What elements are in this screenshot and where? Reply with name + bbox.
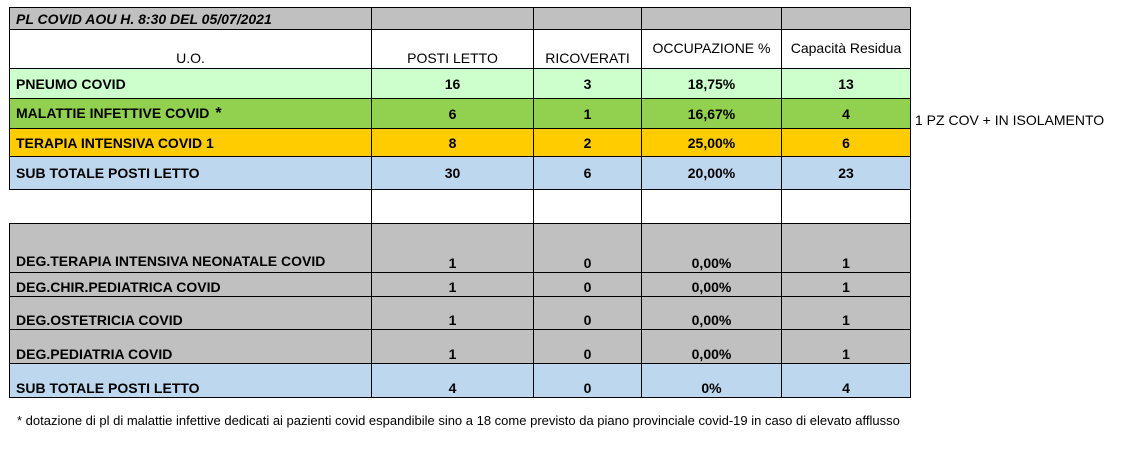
- cell-occupazione: 0,00%: [642, 330, 782, 364]
- table-row-subtotal-deg: [10, 364, 911, 398]
- row-label: DEG.CHIR.PEDIATRICA COVID: [10, 273, 372, 297]
- cell-capacita: 4: [782, 99, 911, 129]
- cell-capacita: 1: [782, 224, 911, 273]
- header-capacita: Capacità Residua: [782, 30, 911, 69]
- cell-capacita: 1: [782, 297, 911, 330]
- table-row-terapia-intensiva-covid: [10, 129, 911, 157]
- header-uo: U.O.: [10, 30, 372, 69]
- cell-posti: 16: [372, 69, 534, 99]
- cell-ricoverati: 2: [534, 129, 642, 157]
- cell-ricoverati: 0: [534, 273, 642, 297]
- cell-ricoverati: 0: [534, 330, 642, 364]
- cell-occupazione: 18,75%: [642, 69, 782, 99]
- table-row-deg-ostetricia: [10, 297, 911, 330]
- cell-ricoverati: 0: [534, 364, 642, 398]
- row-label: TERAPIA INTENSIVA COVID 1: [10, 129, 372, 157]
- title-row: [10, 8, 911, 30]
- cell-capacita: 1: [782, 330, 911, 364]
- cell-posti: 6: [372, 99, 534, 129]
- cell-posti: 4: [372, 364, 534, 398]
- cell-capacita: 4: [782, 364, 911, 398]
- cell-posti: 1: [372, 273, 534, 297]
- header-ricoverati: RICOVERATI: [534, 30, 642, 69]
- cell-capacita: 23: [782, 157, 911, 190]
- header-row: [10, 30, 911, 69]
- cell-occupazione: 0,00%: [642, 273, 782, 297]
- cell-posti: 1: [372, 297, 534, 330]
- row-label: SUB TOTALE POSTI LETTO: [10, 157, 372, 190]
- row-label: MALATTIE INFETTIVE COVID: [16, 104, 210, 121]
- table-row-deg-pediatria: [10, 330, 911, 364]
- cell-posti: 8: [372, 129, 534, 157]
- table-row-deg-chir-pediatrica: [10, 273, 911, 297]
- row-label: DEG.PEDIATRIA COVID: [10, 330, 372, 364]
- cell-ricoverati: 3: [534, 69, 642, 99]
- cell-occupazione: 25,00%: [642, 129, 782, 157]
- header-posti-letto: POSTI LETTO: [372, 30, 534, 69]
- cell-capacita: 6: [782, 129, 911, 157]
- bed-occupancy-table: [9, 7, 911, 398]
- cell-posti: 30: [372, 157, 534, 190]
- cell-posti: 1: [372, 224, 534, 273]
- row-label: PNEUMO COVID: [10, 69, 372, 99]
- table-row-pneumo-covid: [10, 69, 911, 99]
- row-label: DEG.TERAPIA INTENSIVA NEONATALE COVID: [16, 253, 326, 269]
- row-label: DEG.OSTETRICIA COVID: [10, 297, 372, 330]
- row-label-cell: [10, 99, 372, 129]
- row-label-cell: [10, 224, 372, 273]
- cell-capacita: 13: [782, 69, 911, 99]
- footnote-marker: *: [215, 104, 222, 122]
- row-label: SUB TOTALE POSTI LETTO: [10, 364, 372, 398]
- cell-ricoverati: 1: [534, 99, 642, 129]
- cell-capacita: 1: [782, 273, 911, 297]
- cell-occupazione: 0%: [642, 364, 782, 398]
- page-title: PL COVID AOU H. 8:30 DEL 05/07/2021: [10, 8, 372, 30]
- footnote: * dotazione di pl di malattie infettive dedicati ai pazienti covid espandibile sino a 18 come previsto da piano provinciale covid-19 in caso di elevato afflusso: [17, 413, 900, 428]
- spacer-row: [10, 190, 911, 224]
- cell-posti: 1: [372, 330, 534, 364]
- table-row-subtotal-covid: [10, 157, 911, 190]
- cell-ricoverati: 0: [534, 297, 642, 330]
- cell-occupazione: 16,67%: [642, 99, 782, 129]
- cell-occupazione: 20,00%: [642, 157, 782, 190]
- table-row-malattie-infettive-covid: [10, 99, 911, 129]
- cell-occupazione: 0,00%: [642, 224, 782, 273]
- table-row-deg-terapia-intensiva-neonatale: [10, 224, 911, 273]
- cell-ricoverati: 0: [534, 224, 642, 273]
- header-occupazione: OCCUPAZIONE %: [642, 30, 782, 69]
- isolation-note: 1 PZ COV + IN ISOLAMENTO: [915, 112, 1105, 128]
- cell-occupazione: 0,00%: [642, 297, 782, 330]
- cell-ricoverati: 6: [534, 157, 642, 190]
